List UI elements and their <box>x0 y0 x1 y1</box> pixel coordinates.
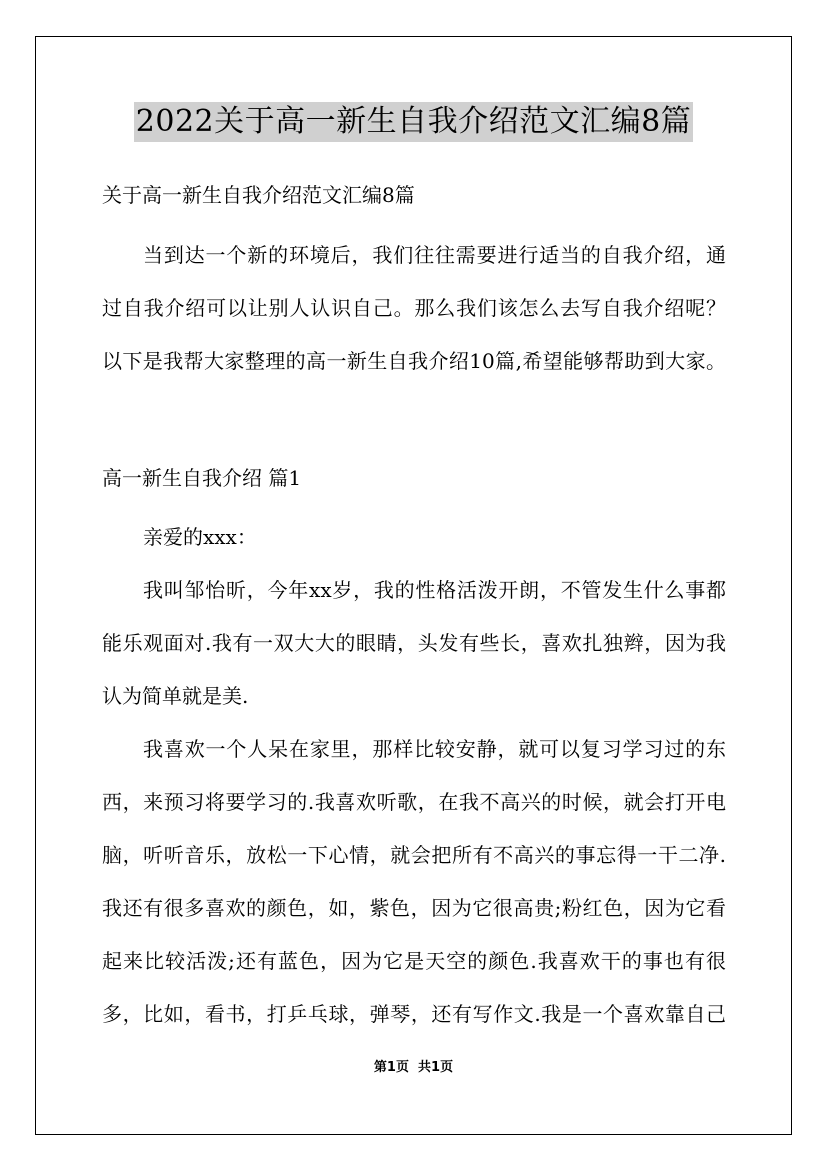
para2-line-5: 起来比较活泼;还有蓝色，因为它是天空的颜色.我喜欢干的事也有很 <box>102 949 726 973</box>
para2-line-4: 我还有很多喜欢的颜色，如，紫色，因为它很高贵;粉红色，因为它看 <box>102 896 726 920</box>
page-number: 第1页 共1页 <box>373 1060 454 1075</box>
para1-line-3: 认为简单就是美. <box>102 684 249 708</box>
para2-line-1: 我喜欢一个人呆在家里，那样比较安静，就可以复习学习过的东 <box>143 737 726 761</box>
title-text: 2022关于高一新生自我介绍范文汇编8篇 <box>134 102 693 142</box>
intro-line-1: 当到达一个新的环境后，我们往往需要进行适当的自我介绍，通 <box>143 243 726 267</box>
greeting: 亲爱的xxx： <box>143 525 257 549</box>
para1-line-2: 能乐观面对.我有一双大大的眼睛，头发有些长，喜欢扎独辫，因为我 <box>102 631 726 655</box>
section-heading: 高一新生自我介绍 篇1 <box>102 466 302 490</box>
page-footer <box>0 1056 827 1075</box>
intro-line-3: 以下是我帮大家整理的高一新生自我介绍10篇,希望能够帮助到大家。 <box>102 349 726 373</box>
subtitle: 关于高一新生自我介绍范文汇编8篇 <box>102 183 415 207</box>
para2-line-6: 多，比如，看书，打乒乓球，弹琴，还有写作文.我是一个喜欢靠自己 <box>102 1002 726 1026</box>
para2-line-2: 西，来预习将要学习的.我喜欢听歌，在我不高兴的时候，就会打开电 <box>102 790 726 814</box>
para2-line-3: 脑，听听音乐，放松一下心情，就会把所有不高兴的事忘得一干二净. <box>102 843 726 867</box>
intro-line-2: 过自我介绍可以让别人认识自己。那么我们该怎么去写自我介绍呢？ <box>102 296 726 320</box>
para1-line-1: 我叫邹怡昕，今年xx岁，我的性格活泼开朗，不管发生什么事都 <box>143 578 726 602</box>
document-body <box>102 175 726 1041</box>
document-title <box>0 102 827 142</box>
